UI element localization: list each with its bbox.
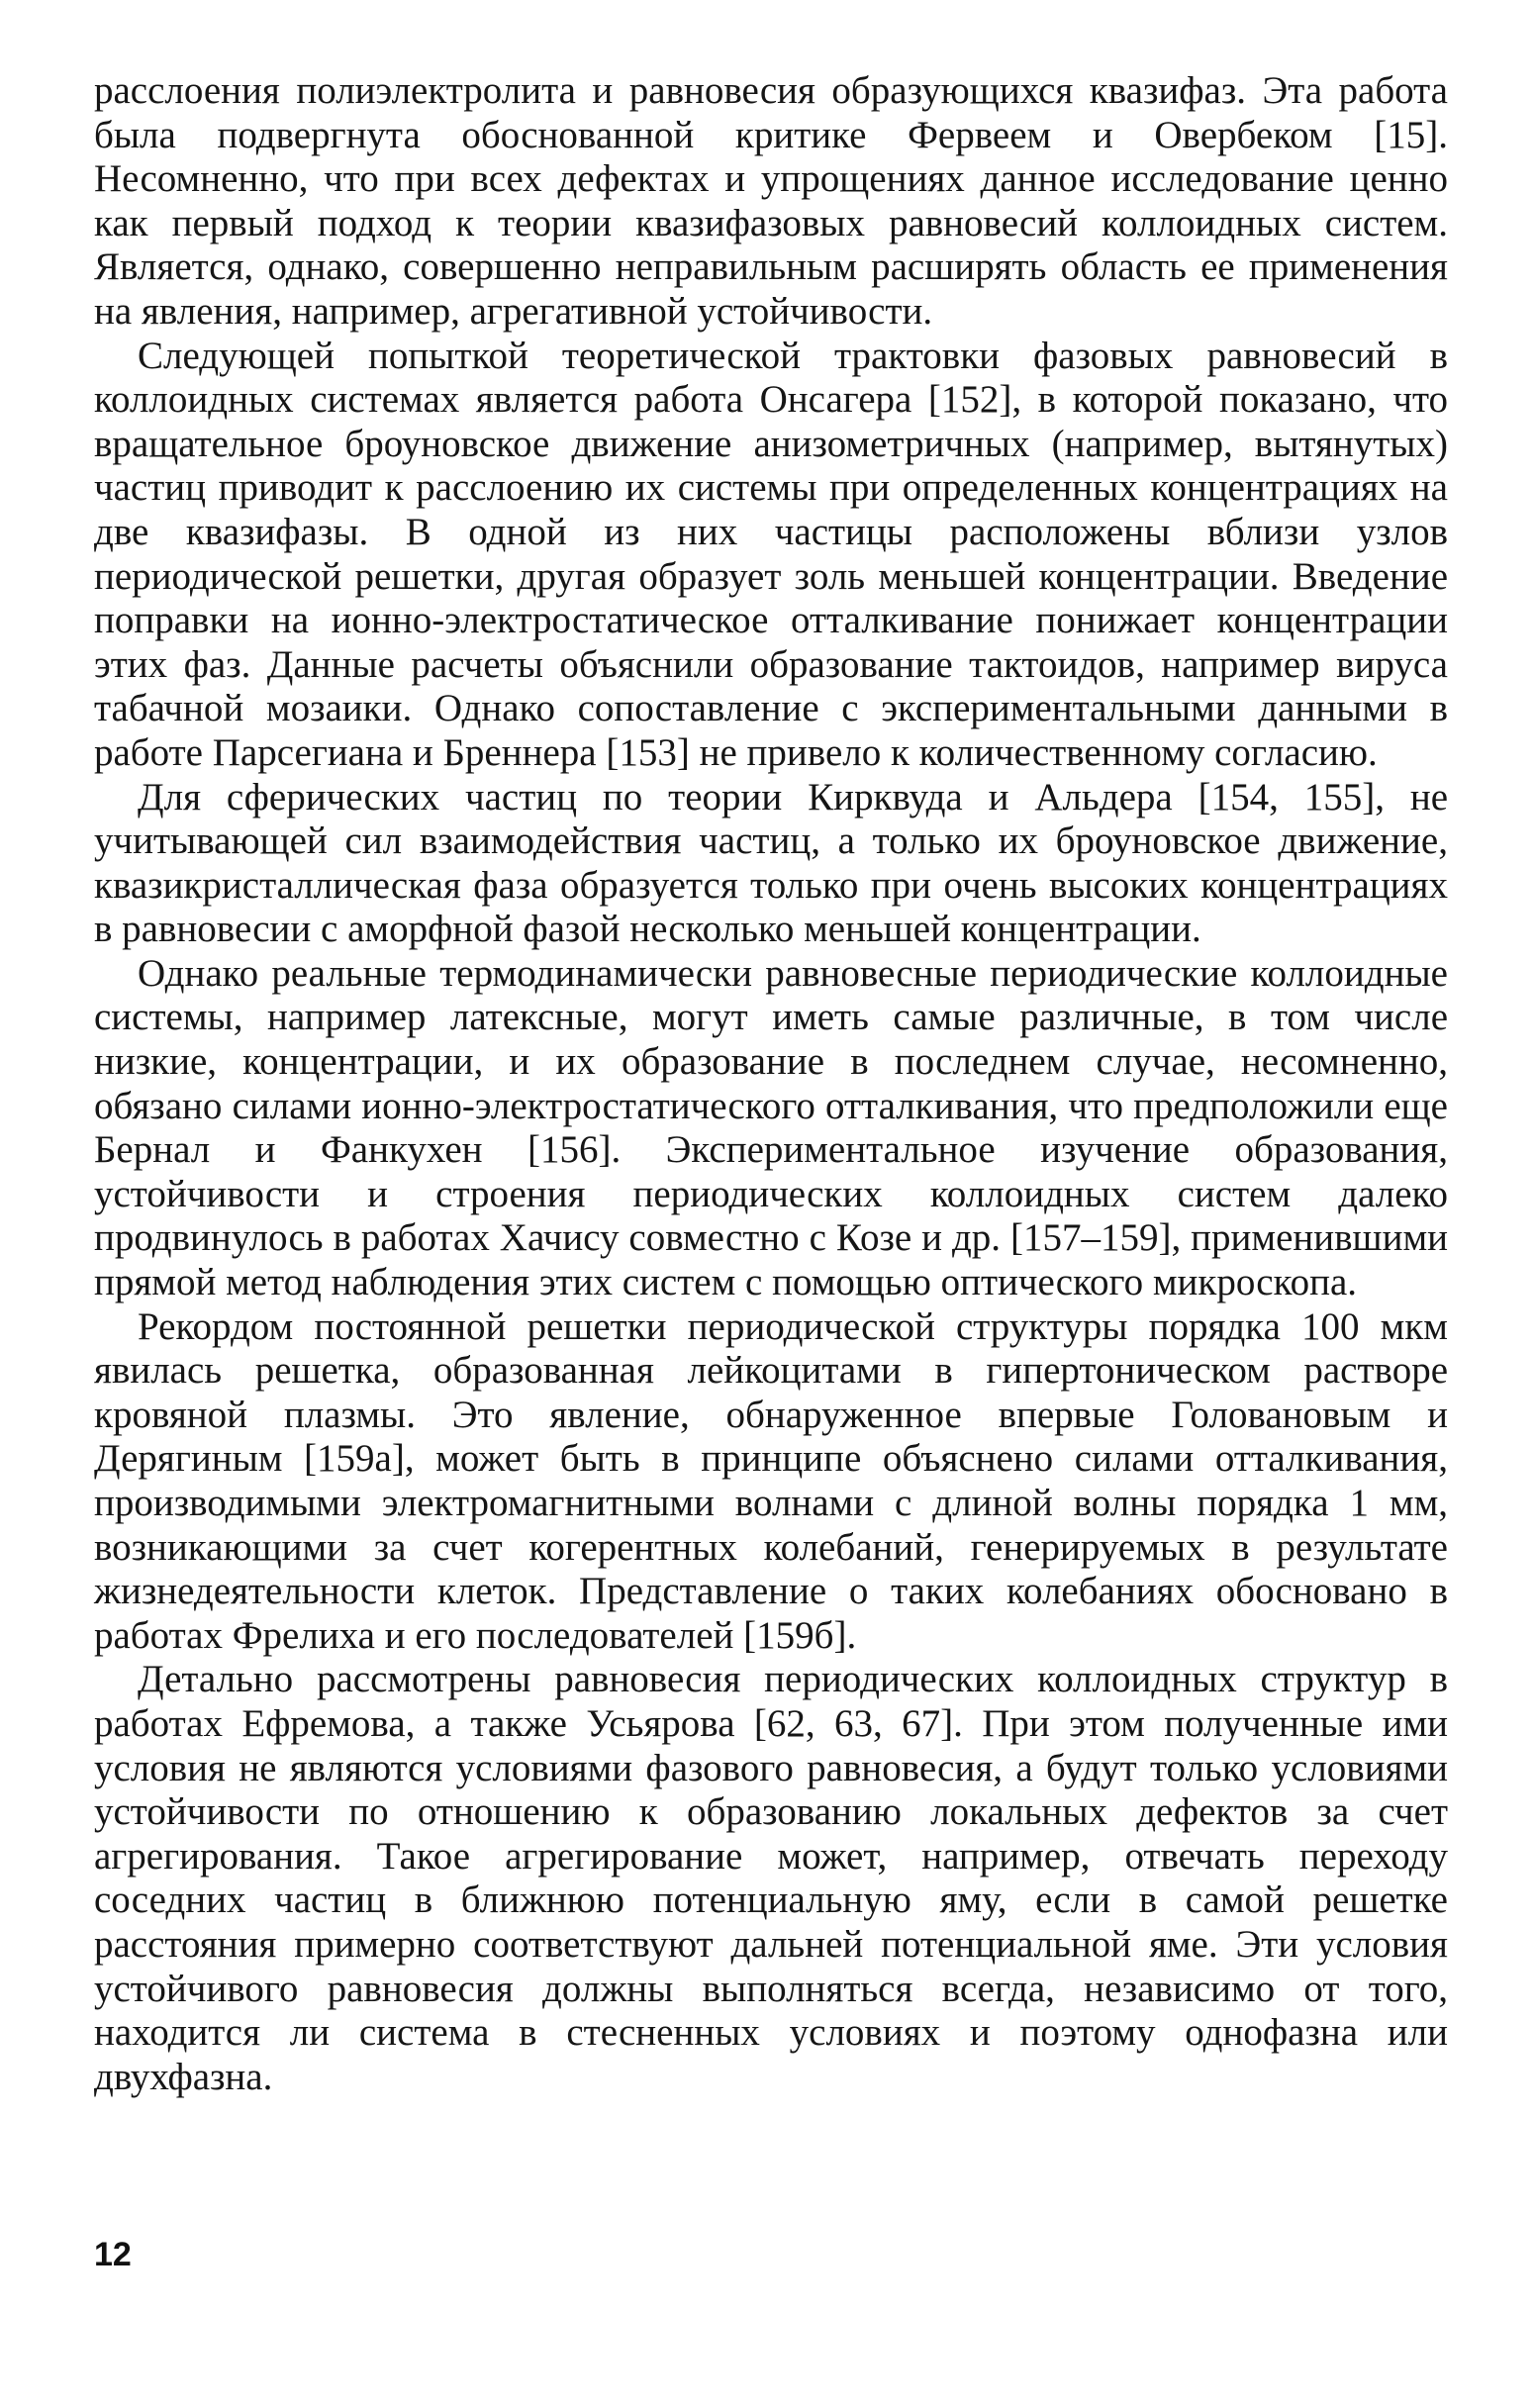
paragraph-3: Для сферических частиц по теории Кирквуда и Альдера [154, 155], не учитывающей сил взаимодействия частиц, а только их броуновское движение, квазикристаллическая фаза образуется только при очень высоких концентрациях в равновесии с аморфной фазой несколько меньшей концентрации.	[94, 775, 1448, 951]
paragraph-1: расслоения полиэлектролита и равновесия образующихся квазифаз. Эта работа была подвергнута обоснованной критике Фервеем и Овербеком [15]. Несомненно, что при всех дефектах и упрощениях данное исследование ценно как первый подход к теории квазифазовых равновесий коллоидных систем. Является, однако, совершенно неправильным расширять область ее применения на явления, например, агрегативной устойчивости.	[94, 69, 1448, 333]
paragraph-4: Однако реальные термодинамически равновесные периодические коллоидные системы, например латексные, могут иметь самые различные, в том числе низкие, концентрации, и их образование в последнем случае, несомненно, обязано силами ионно-электростатического отталкивания, что предположили еще Бернал и Фанкухен [156]. Экспериментальное изучение образования, устойчивости и строения периодических коллоидных систем далеко продвинулось в работах Хачису совместно с Козе и др. [157–159], применившими прямой метод наблюдения этих систем с помощью оптического микроскопа.	[94, 951, 1448, 1304]
paragraph-2: Следующей попыткой теоретической трактовки фазовых равновесий в коллоидных системах является работа Онсагера [152], в которой показано, что вращательное броуновское движение анизометричных (например, вытянутых) частиц приводит к расслоению их системы при определенных концентрациях на две квазифазы. В одной из них частицы расположены вблизи узлов периодической решетки, другая образует золь меньшей концентрации. Введение поправки на ионно-электростатическое отталкивание понижает концентрации этих фаз. Данные расчеты объяснили образование тактоидов, например вируса табачной мозаики. Однако сопоставление с экспериментальными данными в работе Парсегиана и Бреннера [153] не привело к количественному согласию.	[94, 334, 1448, 774]
paragraph-6: Детально рассмотрены равновесия периодических коллоидных структур в работах Ефремова, а также Усьярова [62, 63, 67]. При этом полученные ими условия не являются условиями фазового равновесия, а будут только условиями устойчивости по отношению к образованию локальных дефектов за счет агрегирования. Такое агрегирование может, например, отвечать переходу соседних частиц в ближнюю потенциальную яму, если в самой решетке расстояния примерно соответствуют дальней потенциальной яме. Эти условия устойчивого равновесия должны выполняться всегда, независимо от того, находится ли система в стесненных условиях и поэтому однофазна или двухфазна.	[94, 1658, 1448, 2098]
page-body	[94, 69, 1448, 2099]
paragraph-5: Рекордом постоянной решетки периодической структуры порядка 100 мкм явилась решетка, образованная лейкоцитами в гипертоническом растворе кровяной плазмы. Это явление, обнаруженное впервые Головановым и Дерягиным [159а], может быть в принципе объяснено силами отталкивания, производимыми электромагнитными волнами с длиной волны порядка 1 мм, возникающими за счет когерентных колебаний, генерируемых в результате жизнедеятельности клеток. Представление о таких колебаниях обосновано в работах Фрелиха и его последователей [159б].	[94, 1304, 1448, 1657]
page-number: 12	[94, 2236, 132, 2273]
